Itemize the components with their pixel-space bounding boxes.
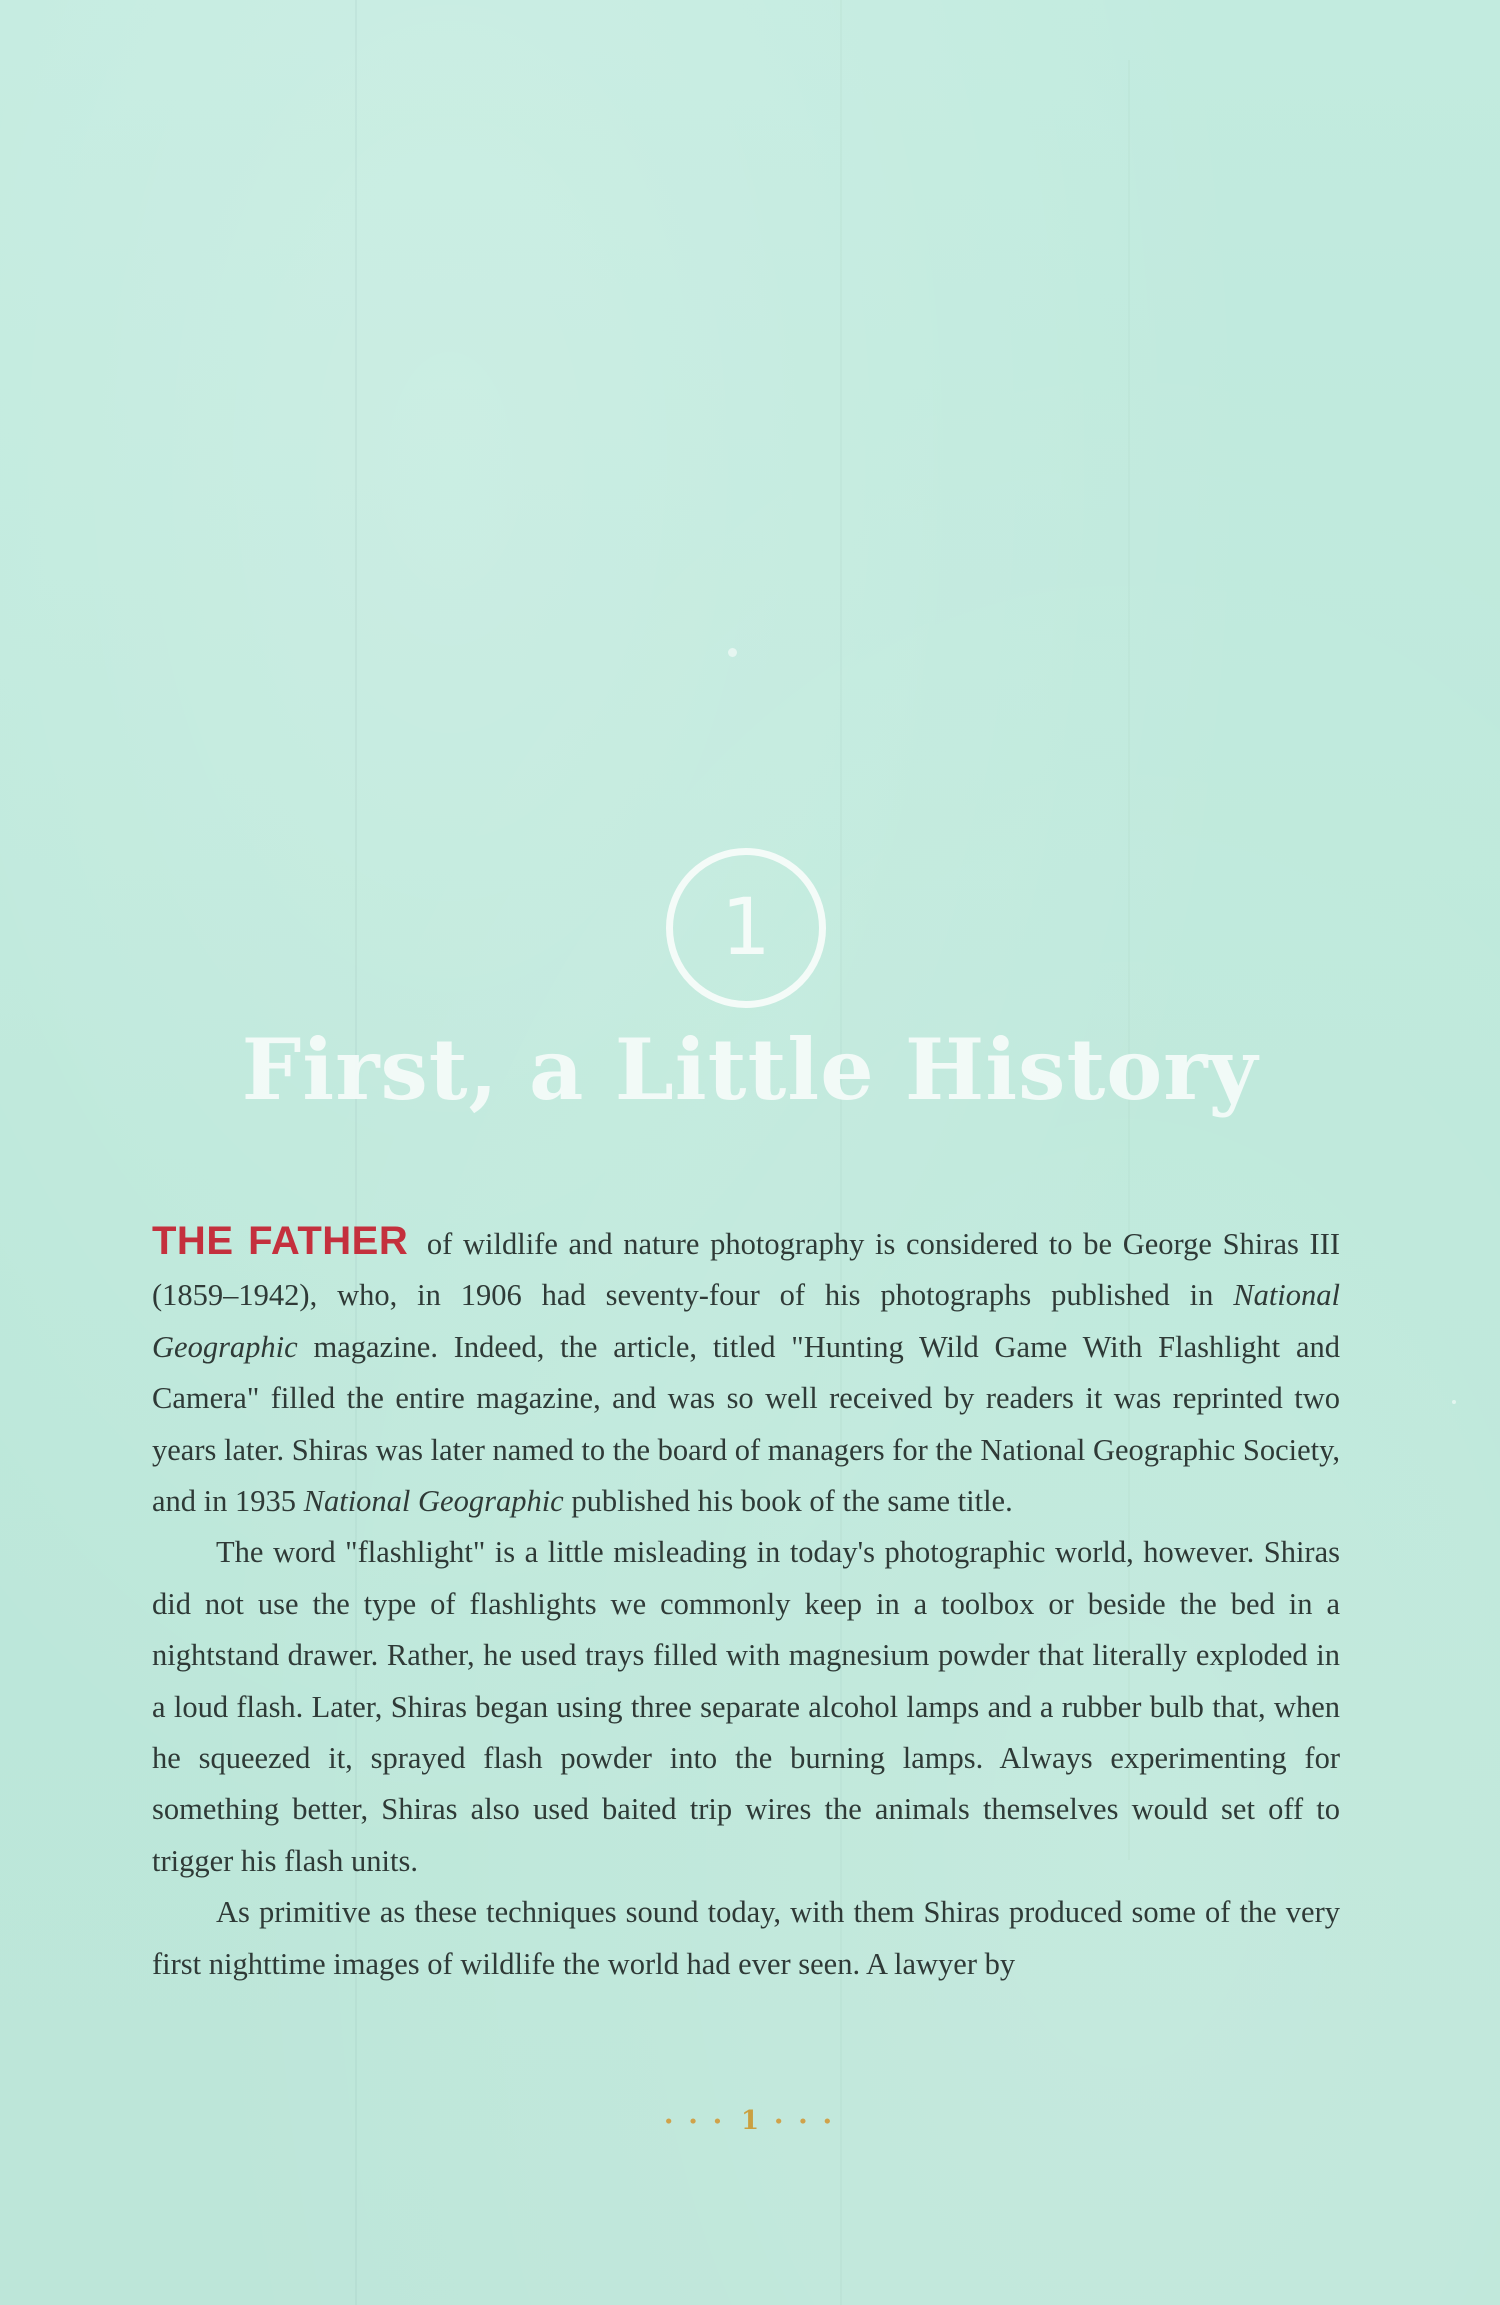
chapter-number-badge xyxy=(666,848,826,1008)
paper-speck xyxy=(1452,1400,1456,1404)
decorative-dots-right: • • • xyxy=(773,2111,837,2133)
chapter-number: 1 xyxy=(721,883,771,973)
publication-title: National Geographic xyxy=(303,1484,564,1519)
body-text xyxy=(152,1216,1340,1990)
chapter-title: First, a Little History xyxy=(241,1020,1259,1119)
publication-title: National Geographic xyxy=(152,1278,1340,1364)
page-number: 1 xyxy=(740,2106,760,2136)
paragraph-1-text-a: of wildlife and nature photography is considered to be George Shiras III (1859–1942), who, in 1906 had seventy-four of his photographs published in xyxy=(152,1227,1341,1313)
paper-speck xyxy=(728,648,737,657)
lead-small-caps: THE FATHER xyxy=(152,1219,409,1263)
paragraph-1 xyxy=(152,1216,1340,1527)
page-footer xyxy=(0,2106,1500,2136)
paragraph-1-text-c: published his book of the same title. xyxy=(563,1484,1013,1519)
paragraph-1-text-b: magazine. Indeed, the article, titled "Hunting Wild Game With Flashlight and Camera" filled the entire magazine, and was so well received by readers it was reprinted two years later. Shiras was later named to the board of managers for the National Geographic Society, and in 1935 xyxy=(152,1329,1340,1519)
paragraph-3: As primitive as these techniques sound today, with them Shiras produced some of the very first nighttime images of wildlife the world had ever seen. A lawyer by xyxy=(152,1895,1340,1981)
paragraph-2: The word "flashlight" is a little misleading in today's photographic world, however. Shiras did not use the type of flashlights we commonly keep in a toolbox or beside the bed in a nightstand drawer. Rather, he used trays filled with magnesium powder that literally exploded in a loud flash. Later, Shiras began using three separate alcohol lamps and a rubber bulb that, when he squeezed it, sprayed flash powder into the burning lamps. Always experimenting for something better, Shiras also used baited trip wires the animals themselves would set off to trigger his flash units. xyxy=(152,1535,1340,1878)
decorative-dots-left: • • • xyxy=(663,2111,727,2133)
